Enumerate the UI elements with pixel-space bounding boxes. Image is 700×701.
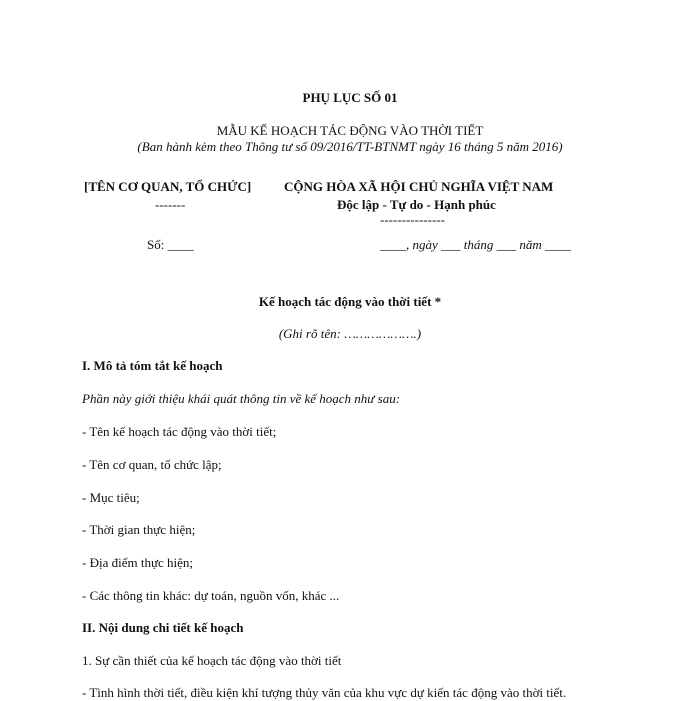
list-item: - Thời gian thực hiện;: [82, 522, 196, 537]
list-item: - Địa điểm thực hiện;: [82, 555, 194, 570]
agency-name: [TÊN CƠ QUAN, TỔ CHỨC]: [84, 179, 252, 194]
section2-line1: - Tình hình thời tiết, điều kiện khí tượng thủy văn của khu vực dự kiến tác động vào thời tiết.: [82, 685, 567, 700]
nation-motto: Độc lập - Tự do - Hạnh phúc: [337, 197, 496, 212]
appendix-title: PHỤ LỤC SỐ 01: [302, 90, 398, 105]
nation-dashes: ---------------: [380, 212, 445, 227]
list-item: - Mục tiêu;: [82, 490, 140, 505]
form-title: MẪU KẾ HOẠCH TÁC ĐỘNG VÀO THỜI TIẾT: [216, 123, 484, 138]
agency-dashes: -------: [155, 197, 186, 212]
list-item: - Các thông tin khác: dự toán, nguồn vốn, khác ...: [82, 588, 340, 603]
document-date: ____, ngày ___ tháng ___ năm ____: [380, 237, 572, 252]
issued-note: (Ban hành kèm theo Thông tư số 09/2016/TT-BTNMT ngày 16 tháng 5 năm 2016): [137, 139, 563, 154]
document-number: Số: ____: [147, 237, 194, 252]
list-item: - Tên kế hoạch tác động vào thời tiết;: [82, 424, 277, 439]
nation-title: CỘNG HÒA XÃ HỘI CHỦ NGHĨA VIỆT NAM: [284, 179, 554, 194]
document-title: Kế hoạch tác động vào thời tiết *: [258, 294, 442, 309]
section2-heading: II. Nội dung chi tiết kế hoạch: [82, 620, 244, 635]
name-note: (Ghi rõ tên: ……………….): [278, 326, 422, 341]
section1-heading: I. Mô tả tóm tắt kế hoạch: [82, 358, 223, 373]
list-item: - Tên cơ quan, tổ chức lập;: [82, 457, 222, 472]
section1-intro: Phần này giới thiệu khái quát thông tin về kế hoạch như sau:: [82, 391, 401, 406]
section2-sub1: 1. Sự cần thiết của kế hoạch tác động vào thời tiết: [82, 653, 342, 668]
